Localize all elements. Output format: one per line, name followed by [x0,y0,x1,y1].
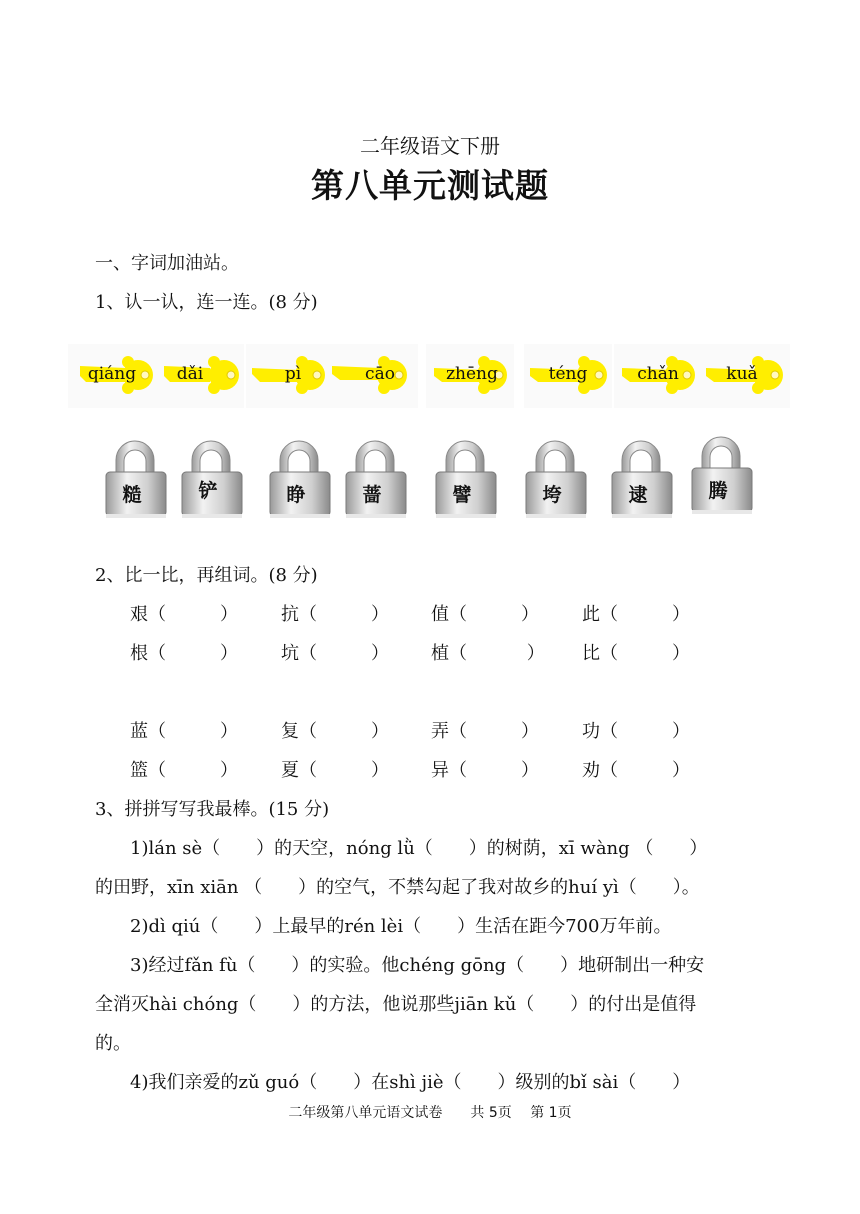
lock-label: 糙 [122,484,142,506]
key-label: zhēng [446,364,498,384]
word-group[interactable]: 复（ ） [281,721,389,742]
word-group[interactable]: 值（ ） [431,604,539,625]
q3-line: 的。 [95,1033,131,1054]
word-group[interactable]: 植（ ） [431,643,545,664]
word-group[interactable]: 此（ ） [582,604,690,625]
key-label: cāo [365,364,395,384]
lock-label: 蔷 [362,484,382,506]
lock-item[interactable] [104,436,170,522]
key-label: téng [548,364,588,384]
key-item[interactable] [156,344,244,408]
key-row [68,344,792,408]
lock-row [100,436,760,526]
word-group[interactable]: 比（ ） [582,643,690,664]
document-title: 第八单元测试题 [311,166,549,205]
key-label: pì [284,364,302,384]
word-group[interactable]: 弄（ ） [431,721,539,742]
padlock-icon [524,436,590,522]
question-3-heading: 3、拼拼写写我最棒。(15 分) [95,799,330,820]
padlock-icon [610,436,676,522]
word-group[interactable]: 坑（ ） [281,643,389,664]
page-footer: 二年级第八单元语文试卷 共 5页 第 1页 [288,1105,572,1121]
lock-label: 逮 [628,484,648,506]
lock-item[interactable] [434,436,500,522]
lock-label: 腾 [708,480,728,502]
word-group[interactable]: 抗（ ） [281,604,389,625]
padlock-icon [104,436,170,522]
document-subtitle: 二年级语文下册 [360,134,500,158]
question-1-heading: 1、认一认，连一连。(8 分) [95,292,318,313]
key-item[interactable] [246,344,334,408]
lock-label: 铲 [198,480,218,502]
key-item[interactable] [524,344,612,408]
q3-line[interactable]: 全消灭hài chóng（ ）的方法，他说那些jiān kǔ（ ）的付出是值得 [95,994,697,1015]
word-group[interactable]: 艰（ ） [130,604,238,625]
word-group[interactable]: 夏（ ） [281,760,389,781]
lock-label: 垮 [542,484,562,506]
key-item[interactable] [702,344,790,408]
lock-label: 譬 [452,484,472,506]
padlock-icon [344,436,410,522]
q3-line[interactable]: 2)dì qiú（ ）上最早的rén lèi（ ）生活在距今700万年前。 [130,916,672,937]
key-label: qiáng [87,364,137,384]
key-item[interactable] [614,344,702,408]
key-item[interactable] [330,344,418,408]
word-group[interactable]: 劝（ ） [582,760,690,781]
lock-item[interactable] [524,436,590,522]
lock-item[interactable] [690,432,756,518]
lock-label: 睁 [286,484,306,506]
word-group[interactable]: 异（ ） [431,760,539,781]
key-item[interactable] [426,344,514,408]
q3-line[interactable]: 4)我们亲爱的zǔ guó（ ）在shì jiè（ ）级别的bǐ sài（ ） [130,1072,691,1093]
q3-line[interactable]: 3)经过fǎn fù（ ）的实验。他chéng gōng（ ）地研制出一种安 [130,955,705,976]
question-2-heading: 2、比一比，再组词。(8 分) [95,565,318,586]
key-label: chǎn [637,364,679,384]
word-group[interactable]: 根（ ） [130,643,238,664]
word-group[interactable]: 功（ ） [582,721,690,742]
section-heading: 一、字词加油站。 [95,253,239,274]
q3-line[interactable]: 的田野，xīn xiān （ ）的空气，不禁勾起了我对故乡的huí yì（ ）。 [95,877,700,898]
lock-item[interactable] [180,436,246,522]
padlock-icon [690,432,756,518]
key-label: dǎi [176,364,204,384]
padlock-icon [434,436,500,522]
word-group[interactable]: 蓝（ ） [130,721,238,742]
lock-item[interactable] [610,436,676,522]
padlock-icon [268,436,334,522]
key-item[interactable] [68,344,156,408]
q3-line[interactable]: 1)lán sè（ ）的天空，nóng lǜ（ ）的树荫，xī wàng （ ） [130,838,708,859]
lock-item[interactable] [268,436,334,522]
word-group[interactable]: 篮（ ） [130,760,238,781]
lock-item[interactable] [344,436,410,522]
key-label: kuǎ [726,364,758,384]
